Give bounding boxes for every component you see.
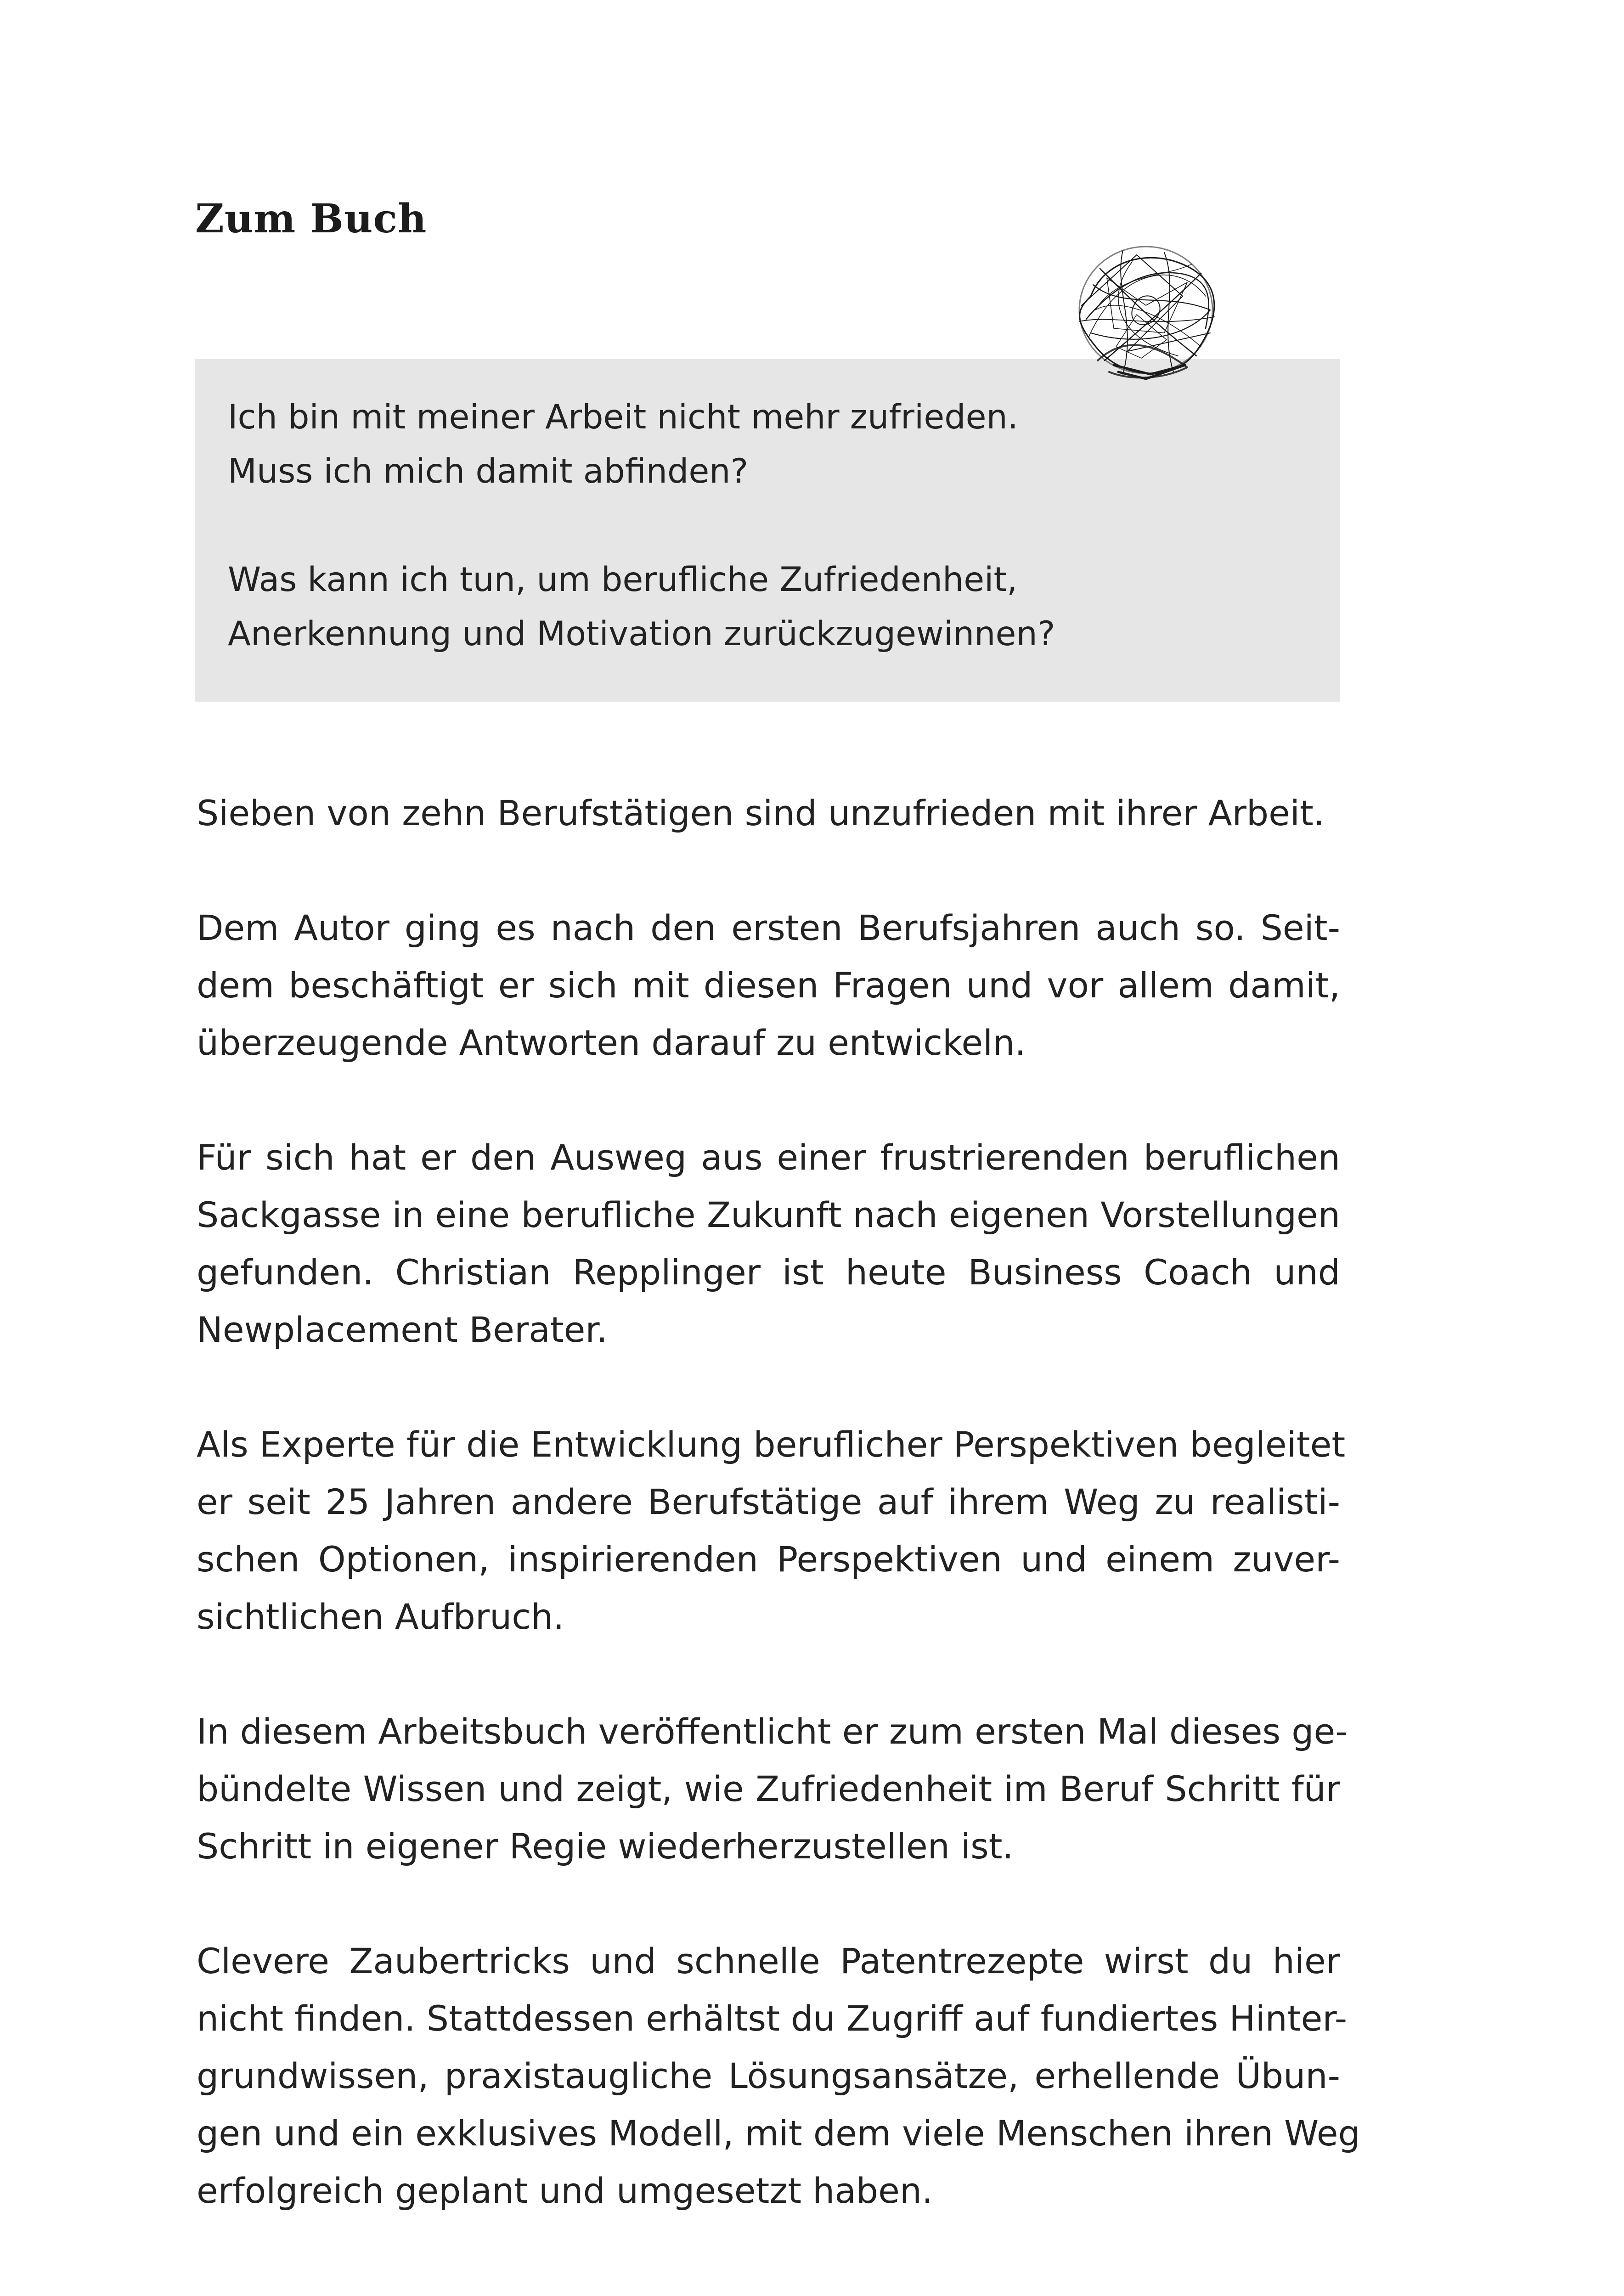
text-line: schen Optionen, inspirierenden Perspektiven und einem zuver- (197, 1539, 1340, 1580)
callout-line: Was kann ich tun, um berufliche Zufriedenheit, (228, 560, 1018, 599)
scribble-yarn-ball-icon (1072, 241, 1224, 388)
callout-line: Ich bin mit meiner Arbeit nicht mehr zufrieden. (228, 398, 1018, 437)
body-paragraph (197, 1416, 1346, 1645)
body-text (197, 784, 1360, 2277)
body-paragraph (197, 1932, 1360, 2219)
callout-line: Muss ich mich damit abfinden? (228, 452, 749, 491)
text-line: Als Experte für die Entwicklung beruflicher Perspektiven begleitet (197, 1424, 1346, 1465)
text-line: erfolgreich geplant und umgesetzt haben. (197, 2170, 933, 2211)
text-line: Clevere Zaubertricks und schnelle Patentrezepte wirst du hier (197, 1941, 1340, 1981)
text-line: Newplacement Berater. (197, 1309, 608, 1350)
body-paragraph (197, 784, 1340, 842)
text-line: Schritt in eigener Regie wiederherzustellen ist. (197, 1826, 1014, 1867)
text-line: Sackgasse in eine berufliche Zukunft nach eigenen Vorstellungen (197, 1194, 1340, 1235)
text-line: grundwissen, praxistaugliche Lösungsansätze, erhellende Übun- (197, 2055, 1340, 2096)
body-paragraph (197, 1129, 1340, 1358)
callout-line: Anerkennung und Motivation zurückzugewinnen? (228, 614, 1055, 653)
question-callout-box (195, 359, 1340, 702)
text-line: Sieben von zehn Berufstätigen sind unzufrieden mit ihrer Arbeit. (197, 793, 1325, 833)
text-line: er seit 25 Jahren andere Berufstätige auf ihrem Weg zu realisti- (197, 1481, 1340, 1522)
text-line: sichtlichen Aufbruch. (197, 1596, 564, 1637)
body-paragraph (197, 899, 1340, 1071)
callout-paragraph (228, 553, 1307, 661)
page-heading: Zum Buch (195, 196, 427, 242)
callout-paragraph (228, 390, 1307, 499)
text-line: überzeugende Antworten darauf zu entwickeln. (197, 1022, 1026, 1063)
text-line: gen und ein exklusives Modell, mit dem viele Menschen ihren Weg (197, 2113, 1360, 2154)
text-line: bündelte Wissen und zeigt, wie Zufriedenheit im Beruf Schritt für (197, 1768, 1340, 1809)
body-paragraph (197, 1703, 1348, 1875)
text-line: In diesem Arbeitsbuch veröffentlicht er zum ersten Mal dieses ge- (197, 1711, 1348, 1752)
text-line: Dem Autor ging es nach den ersten Berufsjahren auch so. Seit- (197, 907, 1340, 948)
text-line: Für sich hat er den Ausweg aus einer frustrierenden beruflichen (197, 1137, 1340, 1178)
text-line: gefunden. Christian Repplinger ist heute Business Coach und (197, 1252, 1340, 1293)
text-line: nicht finden. Stattdessen erhältst du Zugriff auf fundiertes Hinter- (197, 1998, 1348, 2039)
text-line: dem beschäftigt er sich mit diesen Fragen und vor allem damit, (197, 965, 1340, 1006)
